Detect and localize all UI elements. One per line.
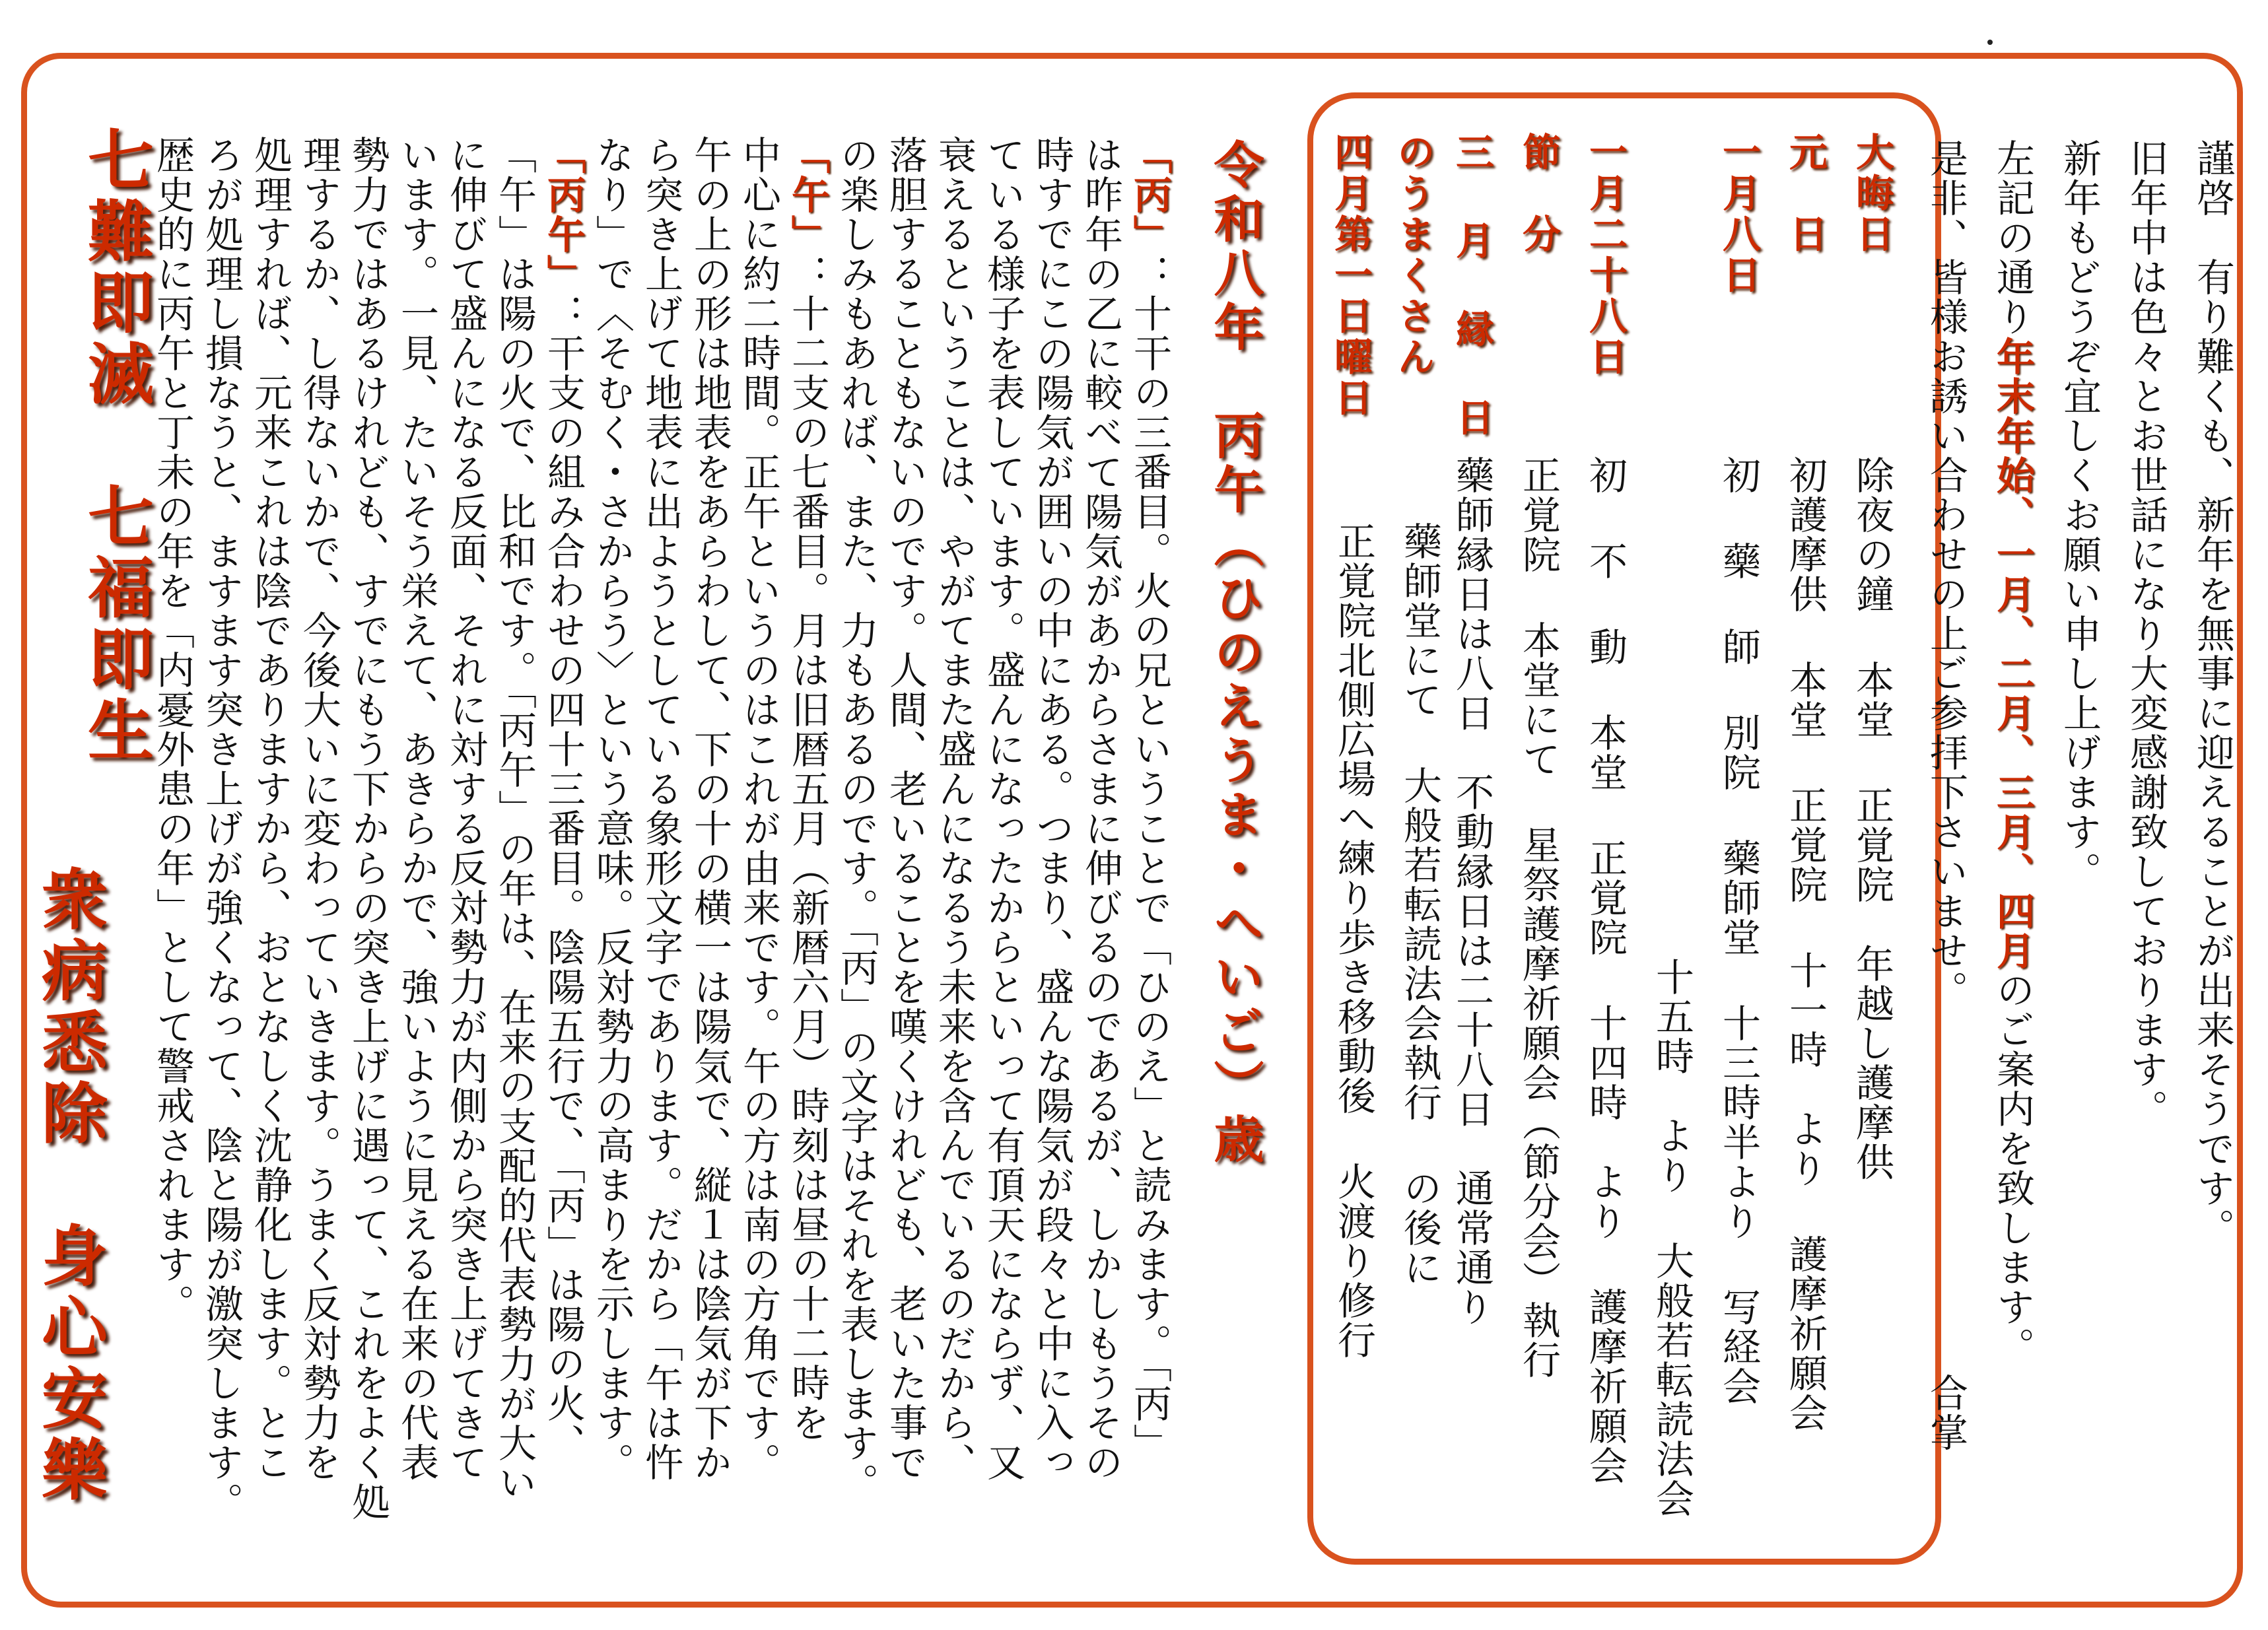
motto-line: 七難即滅 七福即生 [77, 125, 155, 767]
explanation-text: 中心に約二時間。正午というのはこれが由来です。午の方は南の方角です。 [736, 135, 781, 1482]
explanation-heading: 「丙午」 [541, 135, 586, 294]
explanation-text: 勢力ではあるけれども、すでにもう下からの突き上げに遇って、これをよく処 [345, 135, 390, 1522]
explanation-text: 処理すれば、元来これは陰でありますから、おとなしく沈静化します。とこ [248, 135, 292, 1482]
explanation-heading: 「丙」 [1127, 135, 1172, 254]
greeting-line-4-b: のご案内を致します。 [1990, 970, 2035, 1367]
page-title: 令和八年 丙午（ひのえうま・へいご）歳 [1206, 139, 1264, 1167]
greeting-line-1: 謹啓 有り難くも、新年を無事に迎えることが出来そうです。 [2190, 139, 2235, 1248]
greeting-line-4 [1979, 139, 2045, 1367]
greeting-closing: 合掌 [1923, 1373, 1968, 1452]
event-desc: 藥師堂にて 大般若転読法会執行 の後に [1397, 522, 1442, 1287]
event-label: 元 日 [1783, 132, 1828, 255]
explanation-text: ：干支の組み合わせの四十三番目。陰陽五行で、「丙」は陽の火、 [541, 294, 586, 1463]
explanation-text: 時すでにこの陽気が囲いの中にある。つまり、盛んな陽気が段々と中に入っ [1029, 135, 1074, 1482]
event-desc: 正覚院 本堂にて 星祭護摩祈願会（節分会）執行 [1516, 456, 1561, 1380]
motto-line: 衆病悉除 身心安樂 [30, 865, 108, 1507]
greeting-line-2: 旧年中は色々とお世話になり大変感謝致しております。 [2123, 139, 2168, 1129]
explanation-text: ら突き上げて地表に出ようとしている象形文字であります。だから「午は忤 [638, 135, 683, 1482]
explanation-text: 理するか、し得ないかで、今後大いに変わっていきます。うまく反対勢力を [296, 135, 341, 1482]
event-label: 三 月 縁 日 [1449, 132, 1494, 438]
explanation-text: います。一見、たいそう栄えて、あきらかで、強いように見える在来の代表 [394, 135, 439, 1482]
greeting-line-5: 是非、皆様お誘い合わせの上ご参拝下さいませ。 [1923, 139, 1968, 1010]
explanation-text: 歴史的に丙午と丁未の年を「内憂外患の年」として警戒されます。 [150, 135, 195, 1324]
explanation-text: 「午」は陽の火で、比和です。「丙午」の年は、在来の支配的代表勢力が大い [492, 135, 537, 1503]
explanation-text: は昨年の乙に較べて陽気があからさまに伸びるのであるが、しかしもうその [1078, 135, 1123, 1482]
event-desc: 初護摩供 本堂 正覚院 十一時 より 護摩祈願会 [1783, 456, 1828, 1433]
explanation-text: 衰えるということは、やがてまた盛んになるう未来を含んでいるのだから、 [932, 135, 977, 1482]
explanation-heading: 「午」 [785, 135, 830, 254]
explanation-text: 落胆することもないのです。人間、老いることを嘆くけれども、老いた事で [883, 135, 928, 1482]
explanation-text: ろが処理し損なうと、ますます突き上げが強くなって、陰と陽が激突します。 [199, 135, 244, 1522]
event-desc: 初 不 動 本堂 正覚院 十四時 より 護摩祈願会 [1583, 456, 1628, 1485]
event-desc: 正覚院北側広場へ練り歩き移動後 火渡り修行 [1331, 522, 1376, 1360]
event-desc: 十五時 より 大般若転読法会 [1649, 957, 1694, 1518]
explanation-text: の楽しみもあれば、また、力もあるのです。「丙」の文字はそれを表します。 [834, 135, 879, 1503]
event-label: のうまくさん [1391, 132, 1435, 378]
event-label: 大晦日 [1849, 132, 1894, 255]
event-desc: 初 藥 師 別院 藥師堂 十三時半より 写経会 [1716, 456, 1761, 1406]
explanation-text: ：十二支の七番目。月は旧暦五月（新暦六月）時刻は昼の十二時を [785, 254, 830, 1443]
corner-mark [1987, 40, 1993, 45]
event-desc: 藥師縁日は八日 不動縁日は二十八日 通常通り [1449, 456, 1494, 1327]
event-desc: 除夜の鐘 本堂 正覚院 年越し護摩供 [1849, 456, 1894, 1182]
explanation-text: 午の上の形は地表をあらわして、下の十の横一は陽気で、縦１は陰気が下か [687, 135, 732, 1482]
event-label: 一月八日 [1716, 132, 1761, 296]
greeting-line-4-highlight: 年末年始、一月、二月、三月、四月 [1990, 337, 2035, 970]
explanation-text: ：十干の三番目。火の兄ということで「ひのえ」と読みます。「丙」 [1127, 254, 1172, 1463]
explanation-text: なり」で〈そむく・さからう〉という意味。反対勢力の高まりを示します。 [590, 135, 635, 1482]
event-label: 節 分 [1516, 132, 1561, 255]
greeting-line-3: 新年もどうぞ宜しくお願い申し上げます。 [2057, 139, 2102, 891]
explanation-text: ている様子を表しています。盛んになったからといって有頂天にならず、又 [980, 135, 1025, 1482]
greeting-line-4-a: 左記の通り [1990, 139, 2035, 337]
explanation-text: に伸びて盛んになる反面、それに対する反対勢力が内側から突き上げてきて [443, 135, 488, 1482]
event-label: 一月二十八日 [1583, 132, 1628, 378]
event-label: 四月第一日曜日 [1328, 132, 1373, 419]
